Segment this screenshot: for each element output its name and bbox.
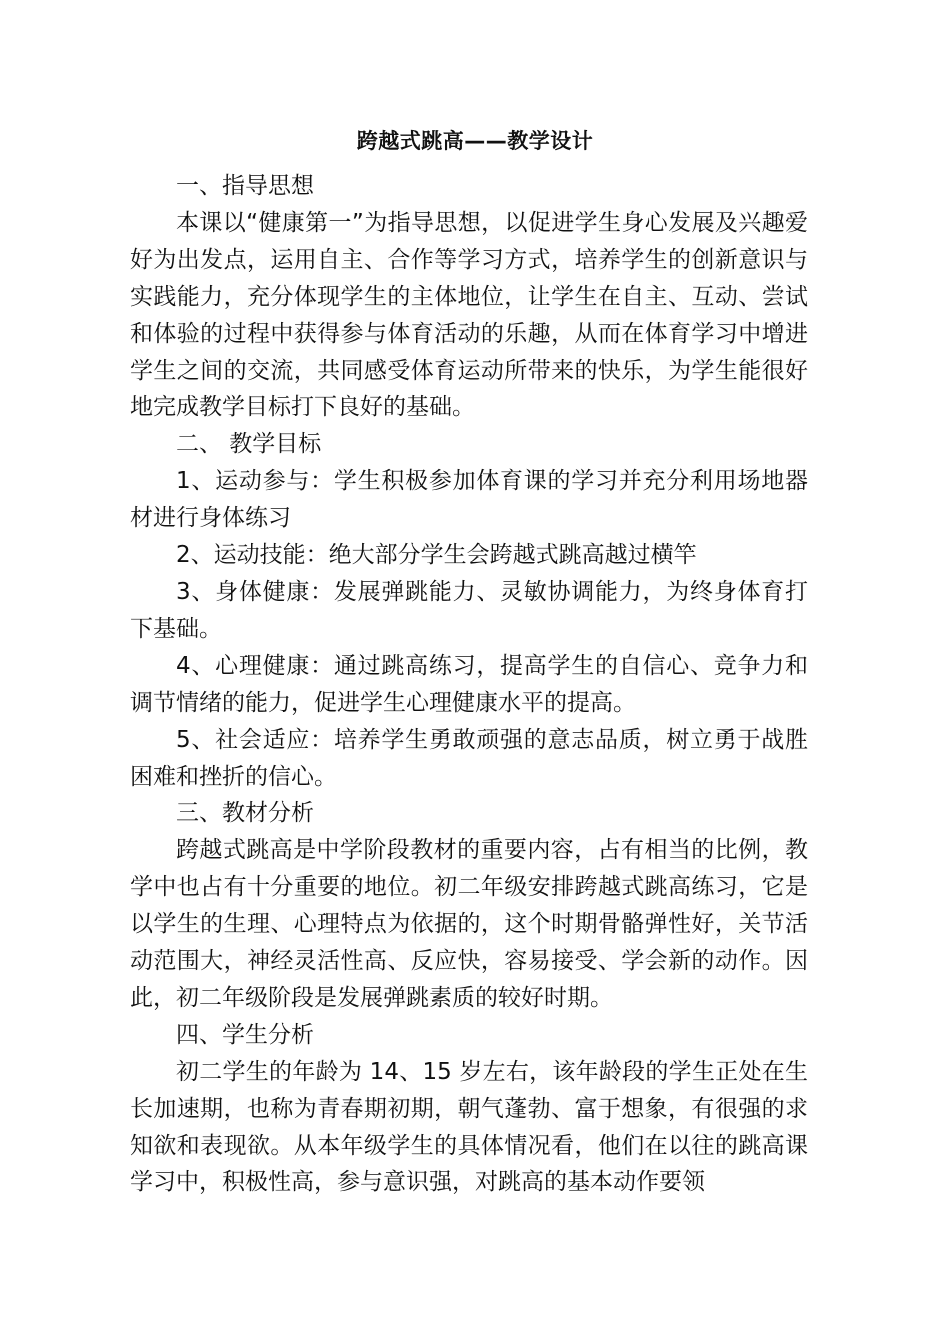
goal-item: 1、运动参与：学生积极参加体育课的学习并充分利用场地器材进行身体练习: [130, 468, 808, 532]
goal-item: 5、社会适应：培养学生勇敢顽强的意志品质，树立勇于战胜困难和挫折的信心。: [130, 726, 808, 790]
paragraph-guiding-ideology: 本课以“健康第一”为指导思想，以促进学生身心发展及兴趣爱好为出发点，运用自主、合作等学习方式，培养学生的创新意识与实践能力，充分体现学生的主体地位，让学生在自主、互动、尝试和体验的过程中获得参与体育活动的乐趣，从而在体育学习中增进学生之间的交流，共同感受体育运动所带来的快乐，为学生能很好地完成教学目标打下良好的基础。: [130, 209, 808, 421]
document-title: 跨越式跳高——教学设计: [356, 129, 594, 153]
section-heading-guiding-ideology: 一、指导思想: [176, 173, 314, 199]
paragraph-student-analysis: 初二学生的年龄为 14、15 岁左右，该年龄段的学生正处在生长加速期，也称为青春期初期，朝气蓬勃、富于想象，有很强的求知欲和表现欲。从本年级学生的具体情况看，他们在以往的跳高课学习中，积极性高，参与意识强，对跳高的基本动作要领: [130, 1058, 808, 1196]
goal-item: 4、心理健康：通过跳高练习，提高学生的自信心、竞争力和调节情绪的能力，促进学生心理健康水平的提高。: [130, 652, 808, 716]
paragraph-material-analysis: 跨越式跳高是中学阶段教材的重要内容，占有相当的比例，教学中也占有十分重要的地位。初二年级安排跨越式跳高练习，它是以学生的生理、心理特点为依据的，这个时期骨骼弹性好，关节活动范围大，神经灵活性高、反应快，容易接受、学会新的动作。因此，初二年级阶段是发展弹跳素质的较好时期。: [130, 837, 808, 1011]
goal-item: 3、身体健康：发展弹跳能力、灵敏协调能力，为终身体育打下基础。: [130, 578, 808, 642]
section-heading-teaching-goals: 二、 教学目标: [176, 431, 322, 458]
goal-item: 2、运动技能：绝大部分学生会跨越式跳高越过横竿: [176, 542, 697, 569]
section-heading-material-analysis: 三、教材分析: [176, 800, 314, 827]
section-heading-student-analysis: 四、学生分析: [176, 1021, 314, 1048]
document-body: [130, 168, 808, 1201]
